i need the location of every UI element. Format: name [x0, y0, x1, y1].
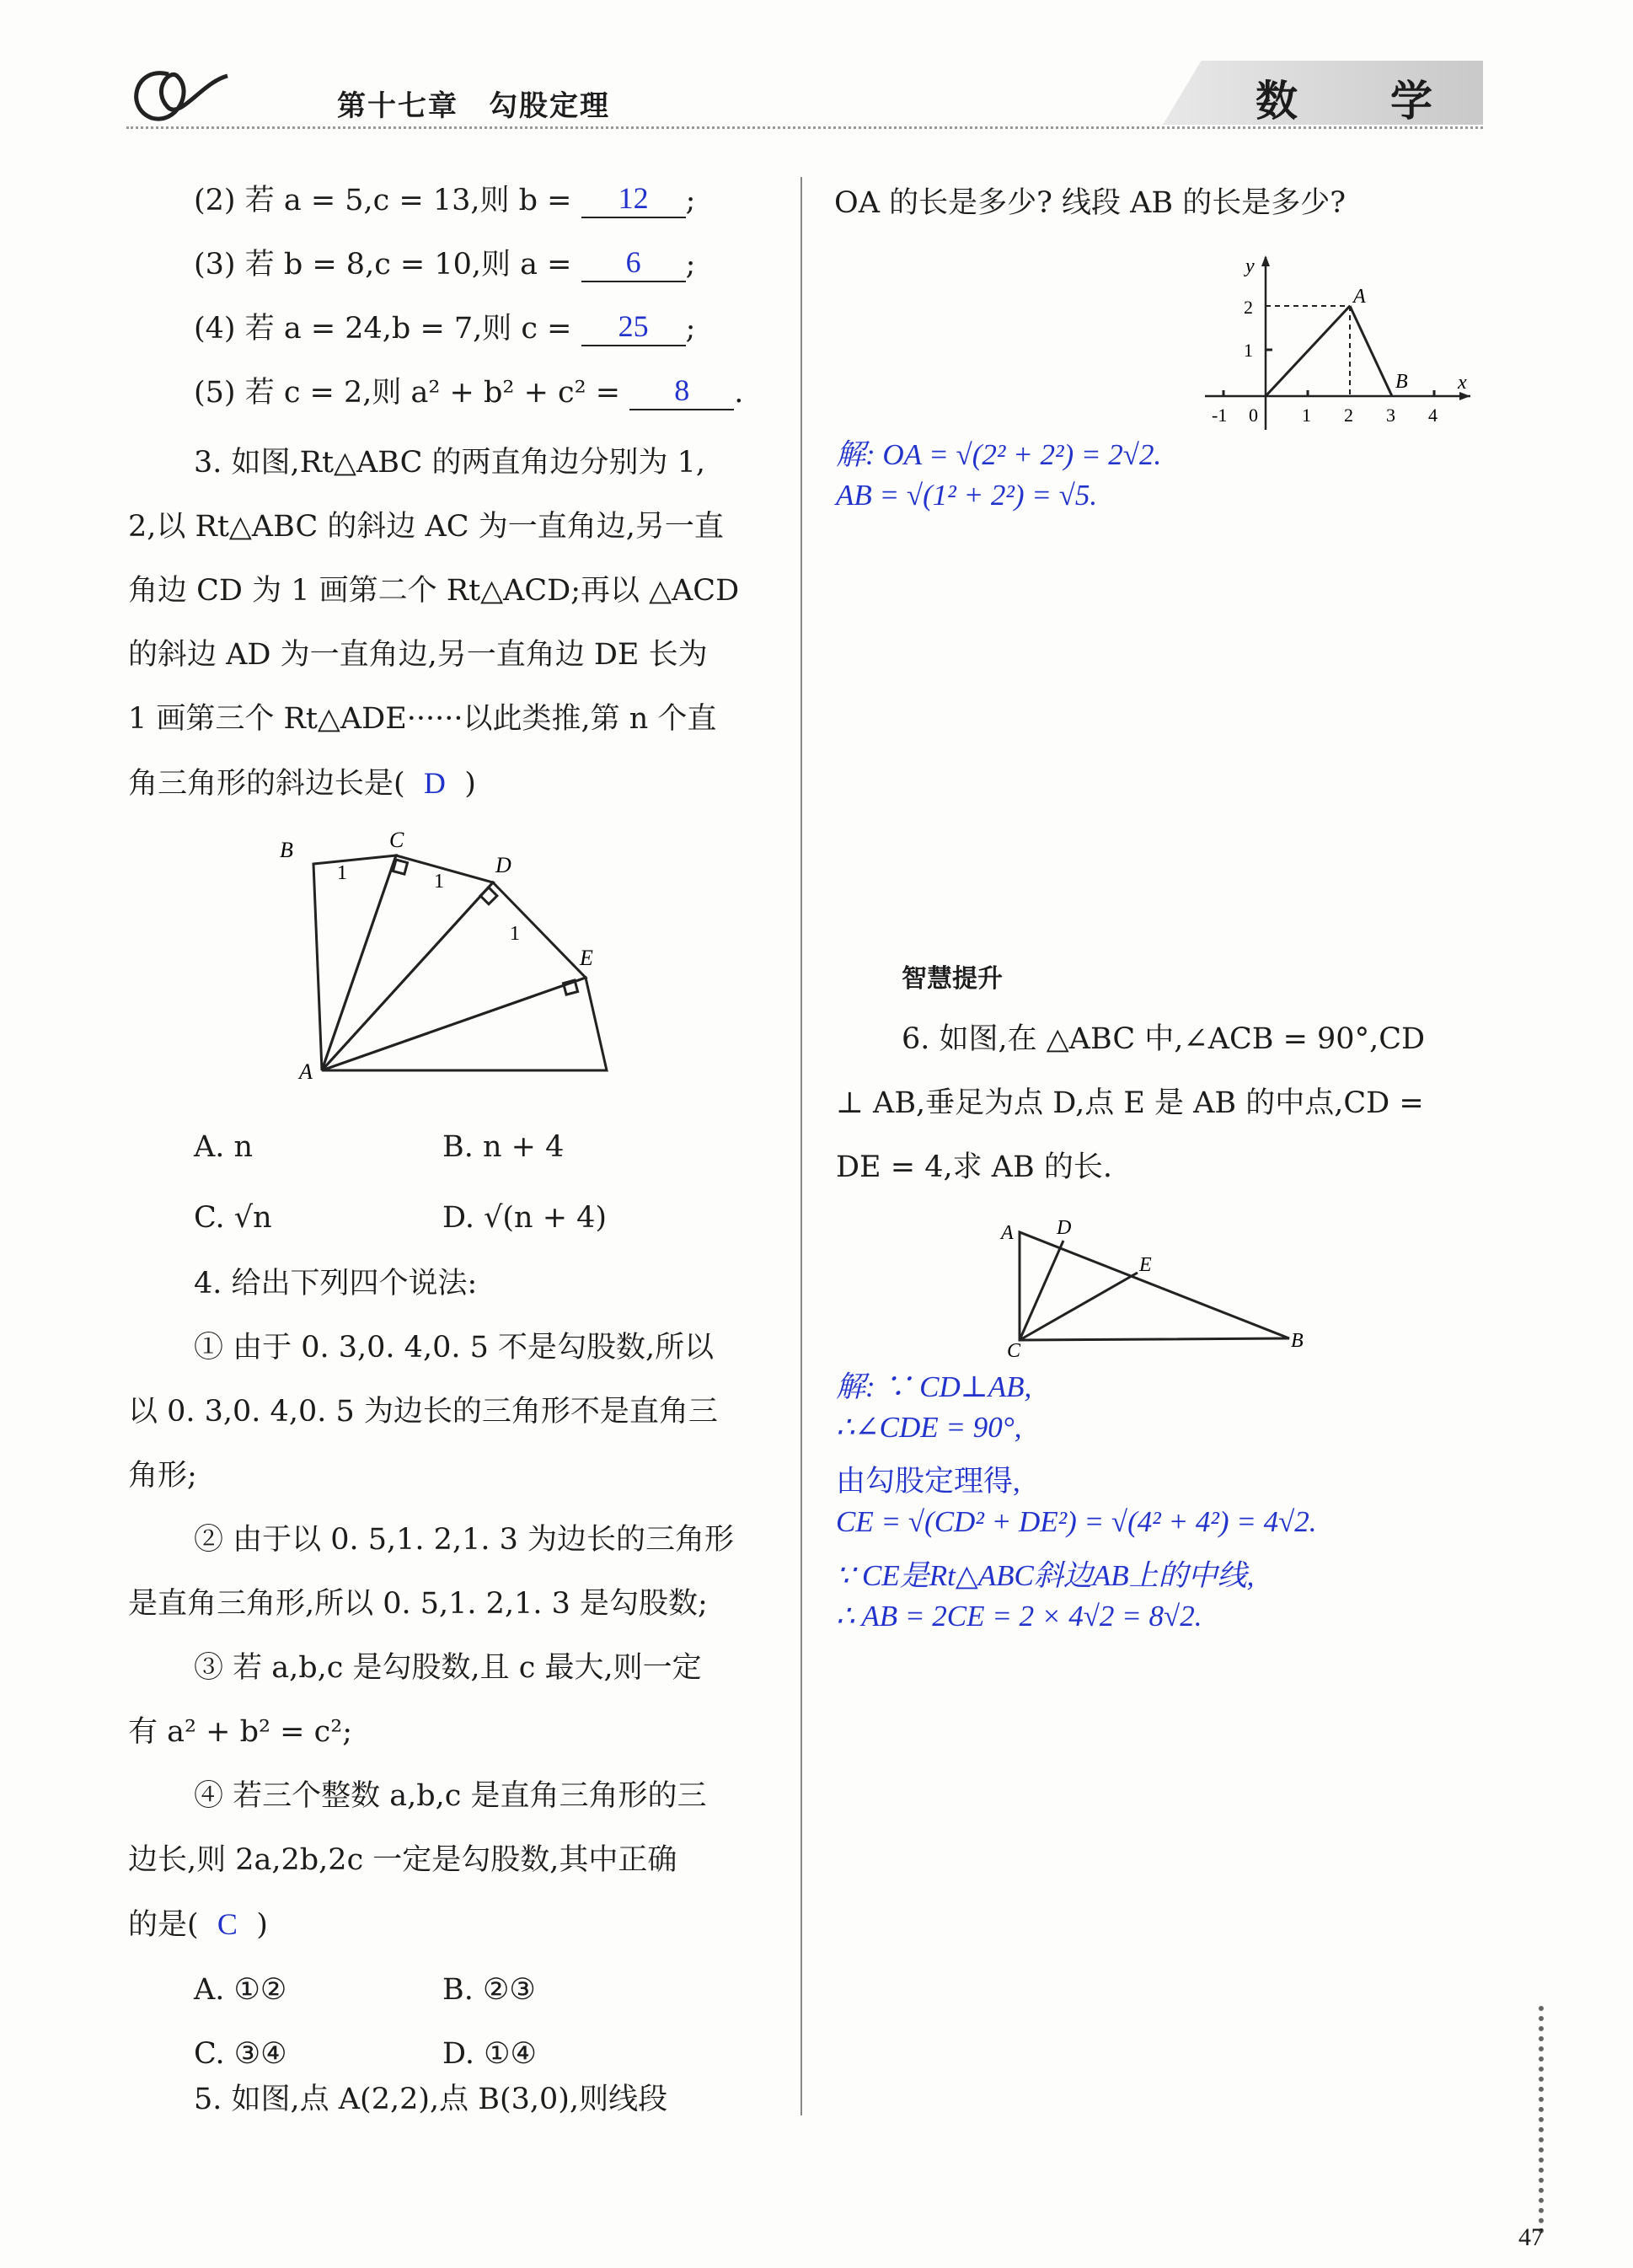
q6-solution-2: ∴∠CDE = 90°,: [836, 1411, 1022, 1444]
x-tick-neg1: -1: [1212, 405, 1228, 426]
q2-item-2: (2) 若 a = 5,c = 13,则 b = 12 ;: [194, 181, 696, 217]
q5-solution-2: AB = √(1² + 2²) = √5.: [836, 479, 1098, 512]
chapter-title: 第十七章 勾股定理: [337, 89, 610, 123]
y-tick-2: 2: [1244, 297, 1253, 318]
q6-solution-1: 解: ∵ CD⊥AB,: [836, 1370, 1032, 1403]
x-axis-label: x: [1458, 372, 1467, 394]
page-number: 47: [1518, 2223, 1544, 2251]
q6-line-2: ⊥ AB,垂足为点 D,点 E 是 AB 的中点,CD =: [836, 1086, 1424, 1120]
q6-label-b: B: [1291, 1330, 1304, 1352]
label-d: D: [495, 853, 511, 877]
q4-intro: 4. 给出下列四个说法:: [194, 1267, 478, 1300]
q6-solution-5: ∵ CE是Rt△ABC斜边AB上的中线,: [836, 1559, 1255, 1592]
header-logo: [118, 57, 236, 137]
q2-answer-2: 12: [618, 181, 649, 215]
side-label-2: 1: [434, 871, 444, 893]
q6-solution-4: CE = √(CD² + DE²) = √(4² + 4²) = 4√2.: [836, 1505, 1317, 1538]
subject-title: 数 学: [1256, 77, 1458, 126]
q3-option-b: B. n + 4: [442, 1130, 565, 1164]
q3-line-5: 1 画第三个 Rt△ADE······以此类推,第 n 个直: [128, 702, 717, 736]
q4-option-a: A. ①②: [194, 1973, 287, 2007]
q3-option-a: A. n: [194, 1130, 254, 1164]
q6-label-c: C: [1007, 1340, 1021, 1357]
side-label-3: 1: [510, 923, 520, 945]
q6-solution-3: 由勾股定理得,: [836, 1465, 1020, 1498]
q4-line-4: ② 由于以 0. 5,1. 2,1. 3 为边长的三角形: [194, 1523, 734, 1557]
q3-line-6: 角三角形的斜边长是( D ): [128, 766, 476, 801]
x-tick-0: 0: [1249, 405, 1258, 426]
q3-line-2: 2,以 Rt△ABC 的斜边 AC 为一直角边,另一直: [128, 510, 724, 544]
q3-option-c: C. √n: [194, 1201, 272, 1235]
q3-spiral-figure: [270, 830, 624, 1083]
q6-solution-6: ∴ AB = 2CE = 2 × 4√2 = 8√2.: [836, 1600, 1202, 1633]
q6-label-a: A: [1001, 1222, 1014, 1244]
q3-option-d: D. √(n + 4): [442, 1201, 608, 1235]
x-tick-1: 1: [1302, 405, 1311, 426]
q6-label-d: D: [1057, 1217, 1072, 1239]
q5-coordinate-figure: [1197, 249, 1483, 438]
q2-answer-4: 25: [618, 309, 649, 343]
q2-answer-5: 8: [674, 373, 690, 407]
q4-line-5: 是直角三角形,所以 0. 5,1. 2,1. 3 是勾股数;: [128, 1587, 708, 1621]
point-b-label: B: [1395, 371, 1408, 393]
point-a-label: A: [1353, 286, 1366, 308]
q4-line-9: 边长,则 2a,2b,2c 一定是勾股数,其中正确: [128, 1843, 677, 1877]
label-b: B: [280, 838, 293, 862]
q4-line-8: ④ 若三个整数 a,b,c 是直角三角形的三: [194, 1779, 707, 1813]
q2-item-5: (5) 若 c = 2,则 a² + b² + c² = 8 .: [194, 373, 744, 410]
q4-answer: C: [217, 1907, 238, 1941]
q6-label-e: E: [1139, 1254, 1152, 1276]
q4-option-b: B. ②③: [442, 1973, 536, 2007]
q3-answer: D: [423, 766, 446, 800]
column-divider: [800, 177, 802, 2115]
q6-line-1: 6. 如图,在 △ABC 中,∠ACB = 90°,CD: [902, 1022, 1426, 1056]
q4-option-c: C. ③④: [194, 2037, 287, 2071]
q5-line-1: 5. 如图,点 A(2,2),点 B(3,0),则线段: [194, 2083, 668, 2116]
q2-item-3: (3) 若 b = 8,c = 10,则 a = 6 ;: [194, 245, 696, 281]
q4-line-1: ① 由于 0. 3,0. 4,0. 5 不是勾股数,所以: [194, 1331, 715, 1365]
q6-triangle-figure: [994, 1214, 1314, 1357]
q6-line-3: DE = 4,求 AB 的长.: [836, 1150, 1112, 1184]
q2-answer-3: 6: [625, 245, 641, 279]
q4-line-2: 以 0. 3,0. 4,0. 5 为边长的三角形不是直角三: [128, 1395, 718, 1429]
q5-solution-1: 解: OA = √(2² + 2²) = 2√2.: [836, 438, 1162, 471]
x-tick-4: 4: [1428, 405, 1438, 426]
q3-line-4: 的斜边 AD 为一直角边,另一直角边 DE 长为: [128, 638, 708, 672]
y-tick-1: 1: [1244, 340, 1253, 361]
q4-option-d: D. ①④: [442, 2037, 537, 2071]
q3-line-1: 3. 如图,Rt△ABC 的两直角边分别为 1,: [194, 446, 706, 480]
q2-item-4: (4) 若 a = 24,b = 7,则 c = 25 ;: [194, 309, 696, 346]
label-c: C: [389, 830, 404, 852]
q4-line-7: 有 a² + b² = c²;: [128, 1715, 353, 1749]
label-a: A: [299, 1059, 313, 1083]
label-e: E: [580, 946, 593, 970]
y-axis-label: y: [1245, 255, 1255, 277]
q3-line-3: 角边 CD 为 1 画第二个 Rt△ACD;再以 △ACD: [128, 574, 740, 608]
swirl-logo-icon: [118, 57, 236, 133]
x-tick-2: 2: [1344, 405, 1353, 426]
header-rule: [126, 126, 1483, 129]
q4-line-3: 角形;: [128, 1459, 197, 1493]
q4-line-6: ③ 若 a,b,c 是勾股数,且 c 最大,则一定: [194, 1651, 702, 1685]
q5-line-2: OA 的长是多少? 线段 AB 的长是多少?: [834, 186, 1346, 220]
x-tick-3: 3: [1386, 405, 1395, 426]
page-edge-dots: [1539, 2006, 1544, 2233]
side-label-1: 1: [337, 862, 347, 884]
q4-line-10: 的是( C ): [128, 1907, 268, 1942]
section-title-wisdom: 智慧提升: [902, 964, 1003, 994]
